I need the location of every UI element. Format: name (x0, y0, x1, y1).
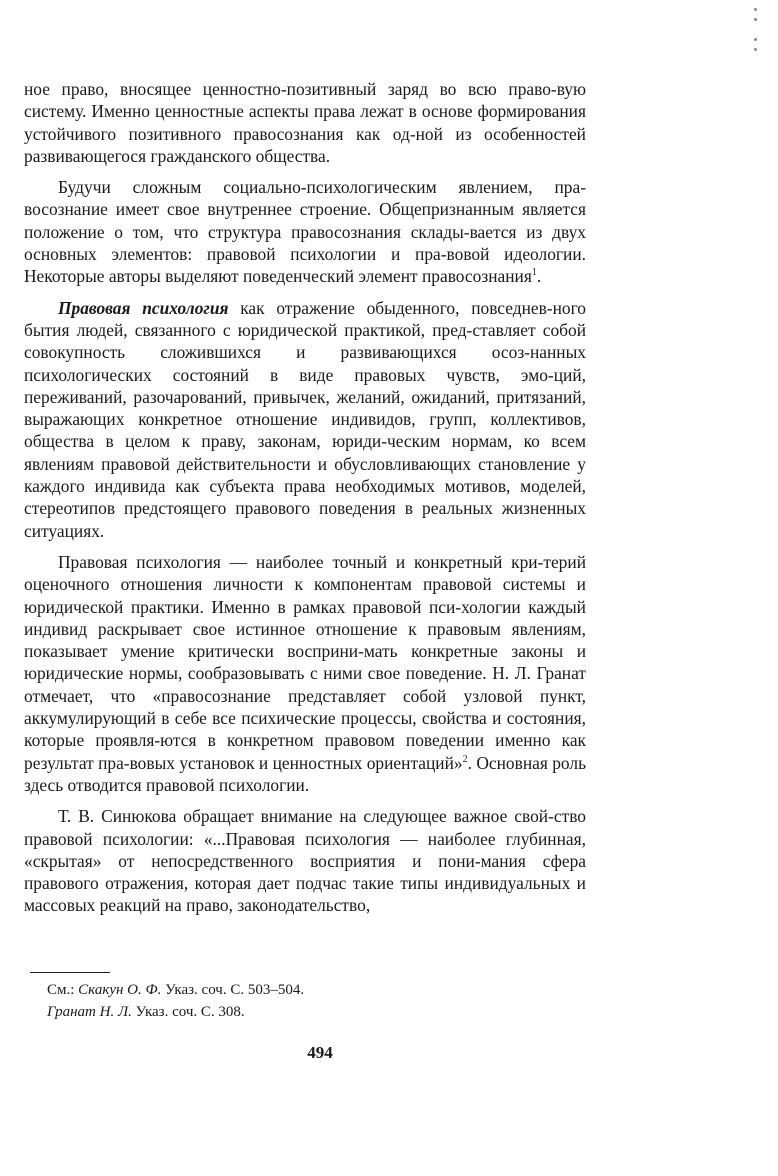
footnote-separator (30, 972, 110, 973)
paragraph-text: Правовая психология — наиболее точный и конкретный кри-терий оценочного отношения личности к компонентам правовой системы и юридической практики. Именно в рамках правовой пси-хологии каждый индивид раскрывает свое истинное отношение к правовым явлениям, показывает умение критически восприни-мать конкретные законы и юридические нормы, сообразовывать с ними свое поведение. Н. Л. Гранат отмечает, что «правосознание представляет собой узловой пункт, аккумулирующий в себе все психические процессы, свойства и состояния, которые проявля-ются в конкретном правовом поведении именно как результат пра-вовых установок и ценностных ориентаций» (24, 551, 586, 773)
scan-margin-marks (748, 0, 768, 80)
paragraph-text: Т. В. Синюкова обращает внимание на следующее важное свой-ство правовой психологии: «...Правовая психология — наиболее глубинная, «скрытая» от непосредственного восприятия и пони-мания сфера правового отражения, которая дает подчас такие типы индивидуальных и массовых реакций на право, законодательство, (24, 806, 586, 916)
author-name: Скакун О. Ф. (78, 982, 162, 998)
footnote-text: Указ. соч. С. 503–504. (161, 982, 305, 998)
author-name: Гранат Н. Л. (47, 1004, 132, 1020)
footnote-ref: 1 (531, 267, 537, 279)
paragraph-2 (24, 176, 586, 287)
paragraph-text: . Основная роль здесь отводится правовой психологии. (24, 752, 586, 795)
paragraph-1 (24, 78, 586, 167)
paragraph-text: ное право, вносящее ценностно-позитивный заряд во всю право-вую систему. Именно ценностные аспекты права лежат в основе формирования устойчивого позитивного правосознания как од-ной из особенностей развивающегося гражданского общества. (24, 79, 586, 166)
footnote-1 (47, 979, 567, 1001)
paragraph-text: как отражение обыденного, повседнев-ного бытия людей, связанного с юридической практикой, пред-ставляет собой совокупность сложившихся и развивающихся осоз-нанных психологических состояний в виде правовых чувств, эмо-ций, переживаний, разочарований, привычек, желаний, ожиданий, притязаний, выражающих конкретное отношение индивидов, групп, коллективов, общества в целом к праву, законам, юриди-ческим нормам, ко всем явлениям правовой действительности и обусловливающих становление у каждого индивида как субъекта права необходимых мотивов, моделей, стереотипов предстоящего правового поведения в реальных жизненных ситуациях. (24, 297, 586, 541)
footnote-ref: 2 (462, 753, 468, 765)
footnote-2 (47, 1001, 567, 1023)
paragraph-text: Будучи сложным социально-психологическим явлением, пра-восознание имеет свое внутреннее строение. Общепризнанным является положение о том, что структура правосознания склады-вается из двух основных элементов: правовой психологии и пра-вовой идеологии. Некоторые авторы выделяют поведенческий элемент правосознания (24, 177, 586, 287)
paragraph-text: . (536, 266, 542, 287)
footnote-text: См.: (47, 982, 79, 998)
footnotes (47, 979, 567, 1023)
paragraph-4 (24, 551, 586, 796)
paragraph-5 (24, 805, 586, 916)
term-heading: Правовая психология (58, 297, 229, 318)
main-text (24, 78, 586, 917)
paragraph-3 (24, 297, 586, 542)
footnote-text: Указ. соч. С. 308. (131, 1004, 245, 1020)
page-number: 494 (307, 1043, 333, 1062)
